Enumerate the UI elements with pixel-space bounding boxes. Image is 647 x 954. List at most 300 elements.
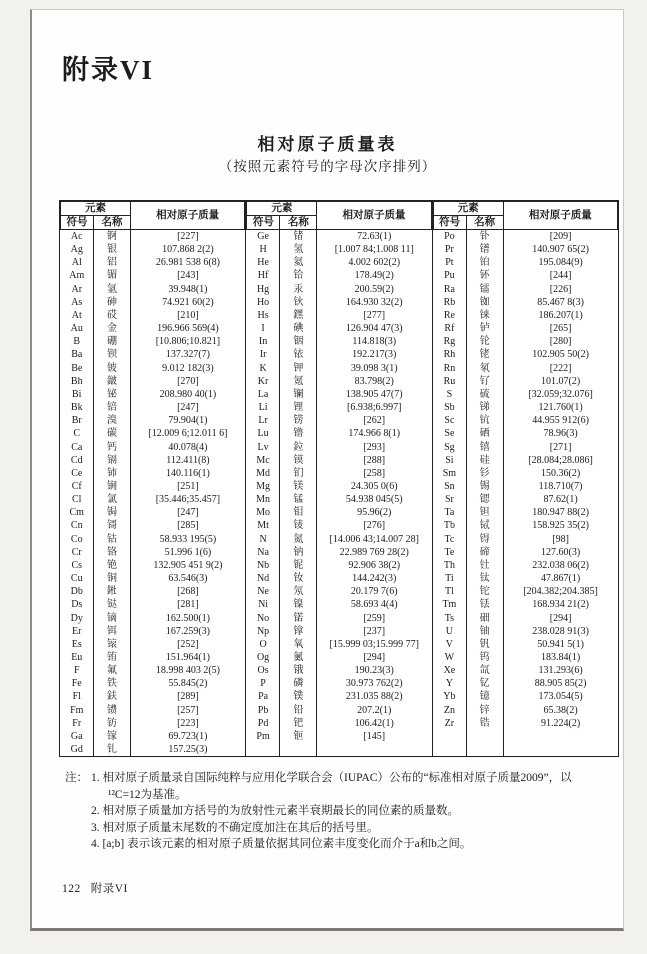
element-name: 锗 xyxy=(280,230,317,244)
element-row xyxy=(433,230,617,244)
element-mass: 26.981 538 6(8) xyxy=(131,256,245,269)
element-symbol: Mg xyxy=(256,480,271,492)
element-row xyxy=(61,375,245,388)
element-symbol: Tb xyxy=(443,520,455,532)
element-mass: 18.998 403 2(5) xyxy=(131,664,245,677)
element-symbol: Cm xyxy=(69,507,84,519)
element-mass: [204.382;204.385] xyxy=(503,585,617,598)
element-row xyxy=(433,335,617,348)
element-row xyxy=(61,546,245,559)
element-row xyxy=(61,388,245,401)
element-row xyxy=(61,743,245,756)
element-mass: 144.242(3) xyxy=(317,572,431,585)
element-symbol: Nd xyxy=(256,573,270,585)
element-symbol: Sr xyxy=(444,494,454,506)
element-name: 磷 xyxy=(280,677,317,690)
element-name: 锆 xyxy=(466,717,503,730)
element-row xyxy=(61,677,245,690)
element-name: 鿏 xyxy=(280,519,317,532)
element-mass: [280] xyxy=(503,335,617,348)
element-symbol: Cd xyxy=(70,454,83,466)
element-symbol: Po xyxy=(444,231,455,242)
element-symbol: Th xyxy=(443,559,455,571)
element-row xyxy=(61,414,245,427)
header-mass: 相对原子质量 xyxy=(131,202,245,230)
element-mass: [237] xyxy=(317,625,431,638)
element-mass: 106.42(1) xyxy=(317,717,431,730)
element-row xyxy=(433,256,617,269)
element-mass: 137.327(7) xyxy=(131,348,245,361)
table-body xyxy=(247,230,431,757)
element-symbol: Co xyxy=(70,533,83,545)
element-name: 钾 xyxy=(280,362,317,375)
element-symbol: I xyxy=(261,323,265,335)
element-mass: [288] xyxy=(317,454,431,467)
element-mass: [1.007 84;1.008 11] xyxy=(317,243,431,256)
element-symbol: In xyxy=(258,336,268,348)
element-mass: 168.934 21(2) xyxy=(503,598,617,611)
element-name: 铂 xyxy=(466,256,503,269)
element-row xyxy=(61,296,245,309)
element-mass: 158.925 35(2) xyxy=(503,519,617,532)
element-name: 镨 xyxy=(466,243,503,256)
element-mass: 114.818(3) xyxy=(317,335,431,348)
header-element: 元素 xyxy=(247,202,317,216)
element-mass: [227] xyxy=(131,230,245,244)
element-row xyxy=(61,467,245,480)
element-row xyxy=(61,441,245,454)
element-row xyxy=(433,309,617,322)
element-name: 鈇 xyxy=(94,690,131,703)
element-symbol: N xyxy=(259,533,267,545)
footnotes xyxy=(65,770,597,853)
element-symbol: Ni xyxy=(258,599,269,611)
element-row xyxy=(247,704,431,717)
element-row xyxy=(433,243,617,256)
element-mass: [294] xyxy=(317,651,431,664)
element-row xyxy=(61,651,245,664)
element-row xyxy=(433,467,617,480)
element-symbol: Si xyxy=(445,454,454,466)
element-name: 氢 xyxy=(280,243,317,256)
element-name: 锇 xyxy=(280,664,317,677)
element-row xyxy=(61,256,245,269)
element-row xyxy=(247,690,431,703)
element-symbol: Be xyxy=(71,362,83,374)
element-row xyxy=(433,441,617,454)
element-row xyxy=(247,309,431,322)
element-row xyxy=(61,598,245,611)
element-name: 𨨏 xyxy=(94,375,131,388)
element-row xyxy=(247,717,431,730)
element-symbol: Ts xyxy=(444,612,455,624)
element-symbol: Bi xyxy=(72,388,82,400)
element-name: 钷 xyxy=(280,730,317,743)
element-name: 𨭆 xyxy=(280,309,317,322)
element-name xyxy=(280,743,317,756)
element-name: 钋 xyxy=(466,230,503,244)
element-symbol: Bk xyxy=(70,402,83,414)
element-row xyxy=(247,348,431,361)
element-name: 钴 xyxy=(94,533,131,546)
element-row xyxy=(433,480,617,493)
element-name: 镁 xyxy=(280,480,317,493)
element-mass: 51.996 1(6) xyxy=(131,546,245,559)
element-name: 镆 xyxy=(280,454,317,467)
element-mass: 65.38(2) xyxy=(503,704,617,717)
element-row xyxy=(247,269,431,282)
element-name: 铯 xyxy=(94,559,131,572)
footer-appendix-label: 附录VI xyxy=(90,883,128,895)
element-name: 铁 xyxy=(94,677,131,690)
element-name: 锂 xyxy=(280,401,317,414)
element-mass: 174.966 8(1) xyxy=(317,427,431,440)
element-row xyxy=(247,467,431,480)
element-name: 镤 xyxy=(280,690,317,703)
element-mass: [252] xyxy=(131,638,245,651)
element-mass: 140.116(1) xyxy=(131,467,245,480)
element-row xyxy=(433,743,617,756)
element-mass: 58.933 195(5) xyxy=(131,533,245,546)
element-mass xyxy=(317,743,431,756)
element-row xyxy=(61,730,245,743)
element-name: 钨 xyxy=(466,651,503,664)
element-symbol: Se xyxy=(444,428,455,440)
atomic-mass-subtable xyxy=(60,201,245,756)
element-mass: [281] xyxy=(131,598,245,611)
element-name: 铬 xyxy=(94,546,131,559)
element-row xyxy=(247,612,431,625)
element-mass: 88.905 85(2) xyxy=(503,677,617,690)
note-item-3: 3. 相对原子质量末尾数的不确定度加注在其后的括号里。 xyxy=(91,821,379,834)
element-mass: 126.904 47(3) xyxy=(317,322,431,335)
element-symbol: H xyxy=(259,244,267,256)
element-row xyxy=(61,572,245,585)
element-mass: 4.002 602(2) xyxy=(317,256,431,269)
element-symbol: Lv xyxy=(257,441,269,453)
element-symbol: Cf xyxy=(71,480,82,492)
element-symbol: Mo xyxy=(256,507,271,519)
element-mass: 195.084(9) xyxy=(503,256,617,269)
element-mass: [14.006 43;14.007 28] xyxy=(317,533,431,546)
element-symbol: Rn xyxy=(443,362,456,374)
element-name xyxy=(466,743,503,756)
table-title: 相对原子质量表 xyxy=(257,135,398,154)
element-row xyxy=(61,454,245,467)
element-symbol: Hg xyxy=(256,283,270,295)
element-mass: 196.966 569(4) xyxy=(131,322,245,335)
element-name: 铽 xyxy=(466,519,503,532)
element-mass: 173.054(5) xyxy=(503,690,617,703)
element-row xyxy=(433,572,617,585)
element-symbol: Rg xyxy=(443,336,456,348)
element-name: 钒 xyxy=(466,638,503,651)
element-name: 铟 xyxy=(280,335,317,348)
element-row xyxy=(61,612,245,625)
element-name: 铥 xyxy=(466,598,503,611)
element-symbol: Ge xyxy=(257,231,269,242)
element-row xyxy=(61,559,245,572)
element-mass: 238.028 91(3) xyxy=(503,625,617,638)
element-name: 氦 xyxy=(280,256,317,269)
element-mass: [12.009 6;12.011 6] xyxy=(131,427,245,440)
element-name: 铹 xyxy=(280,414,317,427)
element-symbol: Og xyxy=(256,652,270,663)
element-mass: [262] xyxy=(317,414,431,427)
element-name: 锌 xyxy=(466,704,503,717)
element-row xyxy=(433,519,617,532)
element-symbol: Li xyxy=(258,402,268,414)
note-item-2: 2. 相对原子质量加方括号的为放射性元素半衰期最长的同位素的质量数。 xyxy=(91,805,459,817)
element-row xyxy=(61,480,245,493)
element-name: 砷 xyxy=(94,296,131,309)
element-symbol: Pt xyxy=(445,257,454,269)
element-row xyxy=(433,612,617,625)
element-symbol xyxy=(433,730,466,743)
element-symbol: Te xyxy=(444,546,455,558)
element-symbol: Br xyxy=(71,415,82,427)
element-symbol: Ce xyxy=(71,467,83,479)
element-name: 钔 xyxy=(280,467,317,480)
element-name: 钕 xyxy=(280,572,317,585)
element-row xyxy=(433,533,617,546)
element-mass: 232.038 06(2) xyxy=(503,559,617,572)
element-name: 钐 xyxy=(466,467,503,480)
element-name: 硅 xyxy=(466,454,503,467)
element-mass: 121.760(1) xyxy=(503,401,617,414)
footnotes-label: 注： xyxy=(65,772,88,784)
element-symbol: Rh xyxy=(443,349,456,361)
element-row xyxy=(247,519,431,532)
element-name: 铱 xyxy=(280,348,317,361)
element-row xyxy=(61,519,245,532)
note-item-4: 4. [a;b] 表示该元素的相对原子质量依据其同位素丰度变化而介于a和b之间。 xyxy=(91,838,472,850)
element-name: 砹 xyxy=(94,309,131,322)
element-name: 锫 xyxy=(94,401,131,414)
element-row xyxy=(247,651,431,664)
element-symbol: Xe xyxy=(443,665,456,677)
element-mass xyxy=(503,743,617,756)
element-name: 汞 xyxy=(280,283,317,296)
element-name: 铅 xyxy=(280,704,317,717)
element-name: 硫 xyxy=(466,388,503,401)
element-name: 铀 xyxy=(466,625,503,638)
scanned-book-page xyxy=(30,9,624,931)
element-name: 碳 xyxy=(94,427,131,440)
element-symbol: Yb xyxy=(443,691,456,703)
element-mass: 50.941 5(1) xyxy=(503,638,617,651)
header-element: 元素 xyxy=(61,202,131,216)
element-mass: 150.36(2) xyxy=(503,467,617,480)
element-mass: 190.23(3) xyxy=(317,664,431,677)
element-mass: 208.980 40(1) xyxy=(131,388,245,401)
element-mass: 40.078(4) xyxy=(131,441,245,454)
element-name: 镥 xyxy=(280,427,317,440)
element-mass: 132.905 451 9(2) xyxy=(131,559,245,572)
element-name: 钠 xyxy=(280,546,317,559)
element-symbol: Tc xyxy=(444,533,455,545)
element-symbol: Ho xyxy=(256,296,270,308)
element-mass: [244] xyxy=(503,269,617,282)
element-row xyxy=(433,598,617,611)
element-row xyxy=(61,283,245,296)
element-mass: [293] xyxy=(317,441,431,454)
element-mass: 55.845(2) xyxy=(131,677,245,690)
element-name: 钛 xyxy=(466,572,503,585)
element-row xyxy=(61,717,245,730)
element-symbol: Mc xyxy=(256,454,270,466)
element-row xyxy=(247,283,431,296)
element-row xyxy=(247,362,431,375)
element-name: 铜 xyxy=(94,572,131,585)
element-name: 镱 xyxy=(466,690,503,703)
element-symbol: Pm xyxy=(256,730,270,742)
element-row xyxy=(61,309,245,322)
element-mass: 83.798(2) xyxy=(317,375,431,388)
atomic-mass-subtable xyxy=(433,201,618,756)
element-symbol: Gd xyxy=(70,744,83,756)
table-header xyxy=(61,202,245,230)
element-symbol: Ba xyxy=(71,349,83,361)
element-symbol: Er xyxy=(72,625,82,637)
element-symbol: Ir xyxy=(259,349,267,361)
element-name: 碘 xyxy=(280,322,317,335)
header-symbol: 符号 xyxy=(433,216,466,230)
element-mass: [251] xyxy=(131,480,245,493)
element-name: 锔 xyxy=(94,506,131,519)
element-name: 铈 xyxy=(94,467,131,480)
element-mass: 79.904(1) xyxy=(131,414,245,427)
element-symbol: Ga xyxy=(70,730,83,742)
element-name: 硼 xyxy=(94,335,131,348)
element-mass xyxy=(503,730,617,743)
element-name: 氯 xyxy=(94,493,131,506)
element-name: 钇 xyxy=(466,677,503,690)
element-mass: 78.96(3) xyxy=(503,427,617,440)
element-row xyxy=(61,269,245,282)
element-row xyxy=(433,585,617,598)
element-symbol: Tl xyxy=(444,586,454,598)
element-symbol: O xyxy=(259,638,267,650)
element-row xyxy=(61,533,245,546)
element-mass: 178.49(2) xyxy=(317,269,431,282)
element-row xyxy=(247,427,431,440)
page-footer xyxy=(62,880,128,896)
element-symbol: Ag xyxy=(70,244,83,256)
element-name: 镍 xyxy=(280,598,317,611)
element-mass: 167.259(3) xyxy=(131,625,245,638)
element-symbol: Md xyxy=(256,467,271,479)
element-name: 氖 xyxy=(280,585,317,598)
element-mass: [10.806;10.821] xyxy=(131,335,245,348)
element-name: 氟 xyxy=(94,664,131,677)
element-symbol: Zr xyxy=(444,717,455,729)
element-mass: [289] xyxy=(131,690,245,703)
element-symbol: Zn xyxy=(443,704,455,716)
element-row xyxy=(433,493,617,506)
element-mass: [276] xyxy=(317,519,431,532)
element-symbol: Fr xyxy=(72,717,82,729)
element-mass: [35.446;35.457] xyxy=(131,493,245,506)
element-row xyxy=(433,651,617,664)
element-name: 锘 xyxy=(280,612,317,625)
element-row xyxy=(61,335,245,348)
element-name: 钙 xyxy=(94,441,131,454)
element-row xyxy=(61,638,245,651)
element-symbol: Sm xyxy=(442,467,457,479)
element-symbol: No xyxy=(256,612,270,624)
element-row xyxy=(433,546,617,559)
element-mass: 39.098 3(1) xyxy=(317,362,431,375)
atomic-mass-table xyxy=(59,200,619,757)
element-symbol: Pr xyxy=(444,244,454,256)
element-name: 钪 xyxy=(466,414,503,427)
element-symbol: Bh xyxy=(70,375,83,387)
element-name: 镧 xyxy=(280,388,317,401)
element-row xyxy=(247,598,431,611)
element-mass: 39.948(1) xyxy=(131,283,245,296)
element-mass: [32.059;32.076] xyxy=(503,388,617,401)
element-name: 铼 xyxy=(466,309,503,322)
element-symbol: La xyxy=(257,388,269,400)
element-row xyxy=(433,704,617,717)
element-symbol: Kr xyxy=(257,375,269,387)
element-symbol: C xyxy=(73,428,81,440)
element-symbol: Ta xyxy=(444,507,455,519)
table-column-group-3 xyxy=(432,201,618,756)
element-row xyxy=(61,322,245,335)
element-symbol: Au xyxy=(70,323,83,335)
element-symbol: Rf xyxy=(444,323,455,335)
element-row xyxy=(433,269,617,282)
element-name: 钚 xyxy=(466,269,503,282)
element-symbol: Sn xyxy=(444,480,455,492)
element-mass: 131.293(6) xyxy=(503,664,617,677)
table-body xyxy=(433,230,617,757)
element-name: 溴 xyxy=(94,414,131,427)
element-row xyxy=(247,730,431,743)
element-symbol: Lr xyxy=(258,415,268,427)
element-row xyxy=(247,546,431,559)
element-symbol: Ra xyxy=(443,283,455,295)
element-mass: 112.411(8) xyxy=(131,454,245,467)
element-name: 镄 xyxy=(94,704,131,717)
element-symbol: Na xyxy=(257,546,269,558)
element-mass: 102.905 50(2) xyxy=(503,348,617,361)
element-name: 铋 xyxy=(94,388,131,401)
element-name: 镝 xyxy=(94,612,131,625)
element-row xyxy=(433,690,617,703)
element-symbol: Pu xyxy=(444,270,455,282)
element-row xyxy=(247,414,431,427)
element-mass: [247] xyxy=(131,506,245,519)
element-symbol: Dy xyxy=(70,612,83,624)
element-symbol xyxy=(247,743,280,756)
element-row xyxy=(247,480,431,493)
element-mass: 151.964(1) xyxy=(131,651,245,664)
element-row xyxy=(61,230,245,244)
element-symbol: Fm xyxy=(70,704,84,716)
element-symbol: Am xyxy=(69,270,85,282)
element-mass: [247] xyxy=(131,401,245,414)
element-symbol: Hs xyxy=(257,309,269,321)
element-symbol: Nb xyxy=(256,559,270,571)
element-symbol: He xyxy=(257,257,269,269)
element-mass: 74.921 60(2) xyxy=(131,296,245,309)
element-name: 鿬 xyxy=(466,612,503,625)
element-row xyxy=(247,322,431,335)
element-mass: 9.012 182(3) xyxy=(131,362,245,375)
